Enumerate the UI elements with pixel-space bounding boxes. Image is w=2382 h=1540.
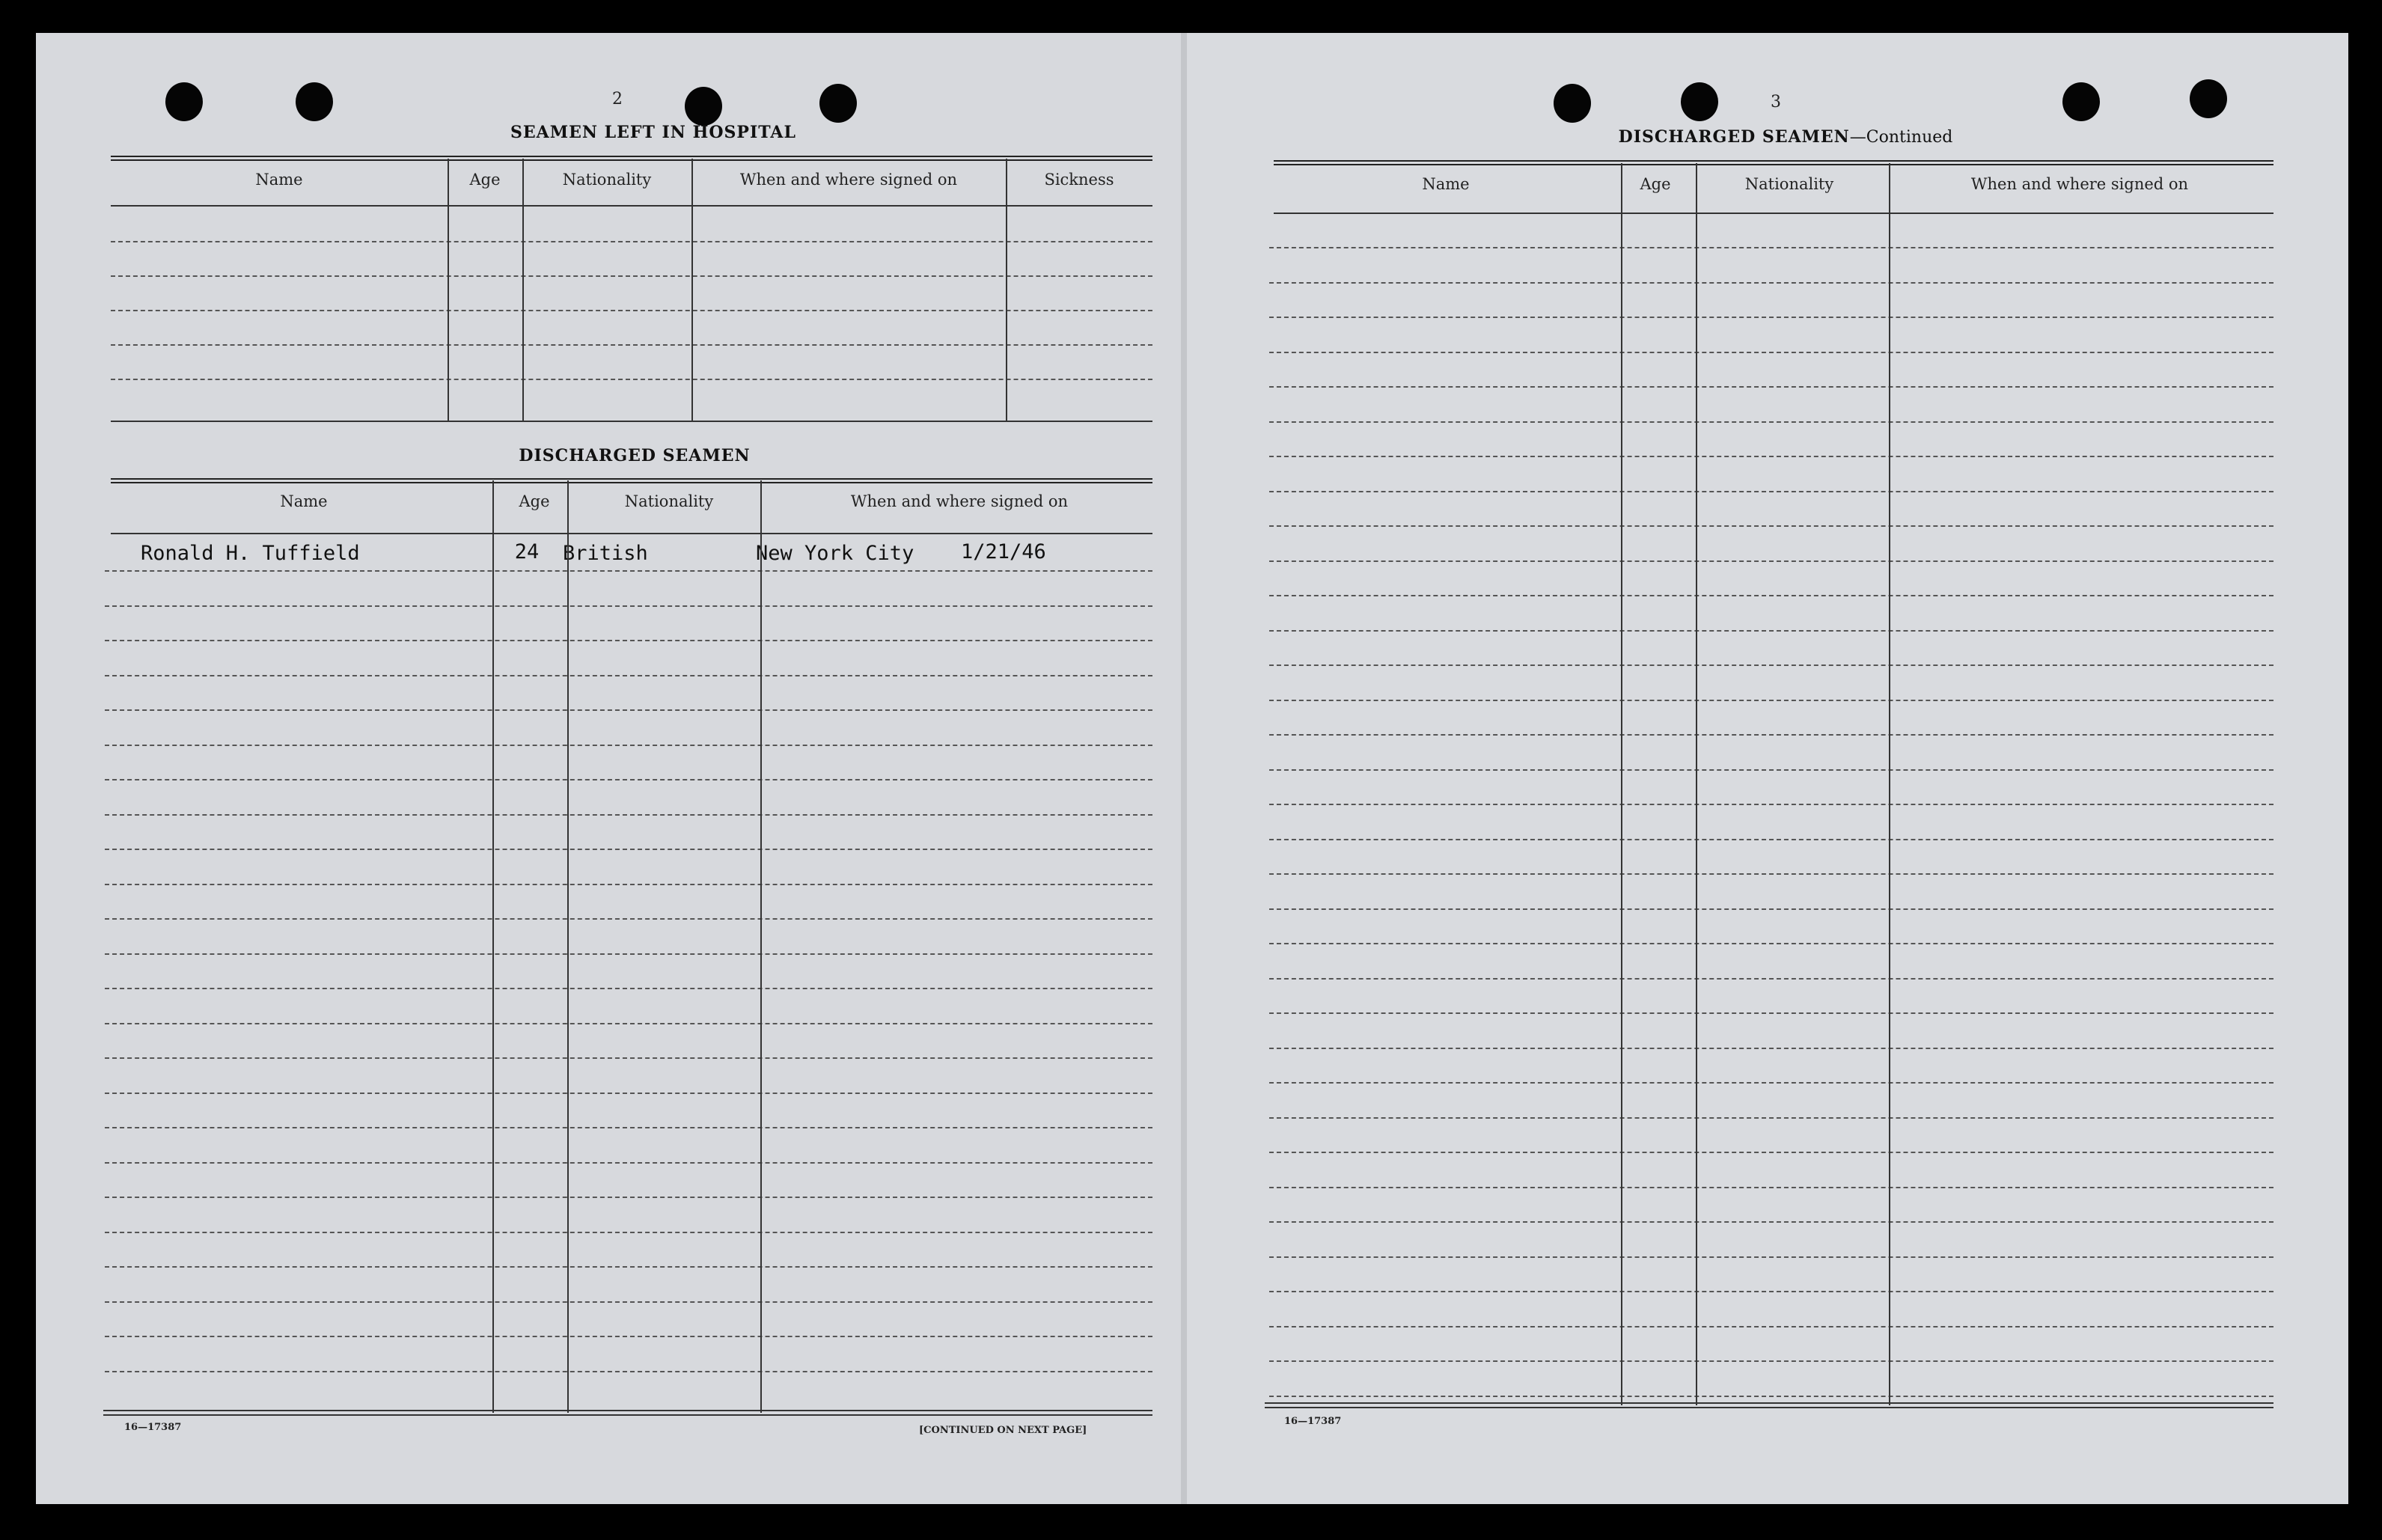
column-divider: [522, 159, 524, 421]
row-line: [105, 570, 1152, 572]
punch-hole: [2062, 82, 2100, 121]
row-line: [105, 1162, 1152, 1164]
column-header-name: Name: [255, 171, 303, 189]
row-line: [1269, 1291, 2273, 1292]
row-line: [1269, 1152, 2273, 1153]
row-line: [1269, 734, 2273, 736]
page-number: 3: [1771, 93, 1781, 111]
left-page: [36, 33, 1182, 1504]
discharged-title: DISCHARGED SEAMEN: [519, 446, 751, 465]
row-line: [105, 640, 1152, 641]
column-header-signed-on: When and where signed on: [850, 492, 1069, 510]
header-rule: [111, 533, 1152, 534]
column-divider: [1889, 163, 1890, 1405]
row-line: [105, 1301, 1152, 1303]
title-text: DISCHARGED SEAMEN: [1618, 127, 1850, 147]
signed-on-place: New York City: [756, 542, 914, 565]
column-divider: [567, 480, 569, 1413]
row-line: [1269, 595, 2273, 596]
row-line: [1269, 282, 2273, 284]
row-line: [1269, 525, 2273, 527]
column-divider: [1006, 159, 1007, 421]
discharged-continued-title: [1524, 127, 2047, 147]
row-line: [105, 1093, 1152, 1094]
table-bottom-rule: [103, 1414, 1152, 1416]
seaman-name: Ronald H. Tuffield: [141, 542, 360, 565]
column-header-age: Age: [469, 171, 501, 189]
row-line: [1269, 978, 2273, 980]
right-page: [1187, 33, 2348, 1504]
row-line: [1269, 1221, 2273, 1223]
column-header-sickness: Sickness: [1044, 171, 1114, 189]
column-header-nationality: Nationality: [562, 171, 652, 189]
punch-hole: [165, 82, 203, 121]
row-line: [1269, 1012, 2273, 1014]
row-line: [111, 310, 1152, 311]
row-line: [105, 675, 1152, 676]
row-line: [1269, 560, 2273, 562]
row-line: [1269, 1256, 2273, 1258]
column-header-age: Age: [1640, 175, 1671, 193]
row-line: [1269, 1396, 2273, 1397]
punch-hole: [685, 87, 722, 126]
row-line: [1269, 700, 2273, 701]
row-line: [105, 1197, 1152, 1198]
row-line: [1269, 839, 2273, 840]
row-line: [105, 1057, 1152, 1059]
row-line: [1269, 1048, 2273, 1049]
column-divider: [1621, 163, 1622, 1405]
row-line: [1269, 804, 2273, 805]
row-line: [111, 344, 1152, 346]
column-divider: [1696, 163, 1697, 1405]
row-line: [1269, 247, 2273, 248]
row-line: [111, 241, 1152, 242]
column-header-age: Age: [519, 492, 550, 510]
row-line: [1269, 386, 2273, 388]
header-rule: [111, 205, 1152, 207]
header-rule: [1274, 213, 2273, 214]
row-line: [105, 605, 1152, 607]
row-line: [111, 275, 1152, 277]
row-line: [1269, 1326, 2273, 1327]
table-bottom-rule: [103, 1410, 1152, 1411]
row-line: [105, 988, 1152, 989]
column-header-signed-on: When and where signed on: [1970, 175, 2189, 193]
row-line: [1269, 1082, 2273, 1084]
continued-note: [CONTINUED ON NEXT PAGE]: [919, 1425, 1087, 1436]
row-line: [1269, 352, 2273, 353]
table-rule: [111, 478, 1152, 480]
column-divider: [492, 480, 494, 1413]
row-line: [1269, 1187, 2273, 1188]
row-line: [1269, 873, 2273, 875]
row-line: [1269, 317, 2273, 318]
column-header-name: Name: [280, 492, 328, 510]
row-line: [105, 849, 1152, 850]
table-rule: [111, 156, 1152, 157]
row-line: [105, 814, 1152, 816]
row-line: [105, 1371, 1152, 1372]
table-bottom-rule: [1265, 1407, 2273, 1408]
row-line: [105, 1023, 1152, 1024]
row-line: [1269, 491, 2273, 492]
row-line: [105, 918, 1152, 920]
row-line: [105, 709, 1152, 711]
row-line: [105, 745, 1152, 746]
row-line: [105, 1336, 1152, 1337]
row-line: [1269, 421, 2273, 423]
form-number: 16—17387: [124, 1422, 182, 1433]
row-line: [1269, 1117, 2273, 1119]
hospital-title: SEAMEN LEFT IN HOSPITAL: [510, 123, 796, 142]
punch-hole: [1681, 82, 1718, 121]
column-header-name: Name: [1422, 175, 1470, 193]
table-rule: [1274, 160, 2273, 162]
page-number: 2: [612, 90, 623, 109]
column-divider: [448, 159, 449, 421]
column-divider: [691, 159, 693, 421]
row-line: [105, 1266, 1152, 1268]
seaman-nationality: British: [563, 542, 648, 565]
column-header-nationality: Nationality: [1744, 175, 1834, 193]
row-line: [1269, 943, 2273, 944]
table-bottom-rule: [1265, 1402, 2273, 1404]
punch-hole: [2190, 79, 2227, 118]
row-line: [105, 779, 1152, 780]
row-line: [1269, 664, 2273, 666]
row-line: [111, 379, 1152, 380]
column-header-signed-on: When and where signed on: [739, 171, 958, 189]
row-line: [1269, 630, 2273, 632]
signed-on-date: 1/21/46: [961, 540, 1046, 563]
row-line: [1269, 1360, 2273, 1362]
title-suffix: —Continued: [1849, 128, 1953, 147]
row-line: [105, 953, 1152, 955]
seaman-age: 24: [514, 540, 540, 563]
punch-hole: [296, 82, 333, 121]
column-header-nationality: Nationality: [624, 492, 714, 510]
row-line: [105, 1127, 1152, 1128]
column-divider: [760, 480, 762, 1413]
table-bottom-rule: [111, 421, 1152, 422]
punch-hole: [819, 84, 857, 123]
row-line: [1269, 769, 2273, 771]
row-line: [105, 1232, 1152, 1233]
punch-hole: [1554, 84, 1591, 123]
row-line: [1269, 908, 2273, 910]
row-line: [1269, 456, 2273, 457]
row-line: [105, 884, 1152, 885]
form-number: 16—17387: [1284, 1416, 1342, 1427]
